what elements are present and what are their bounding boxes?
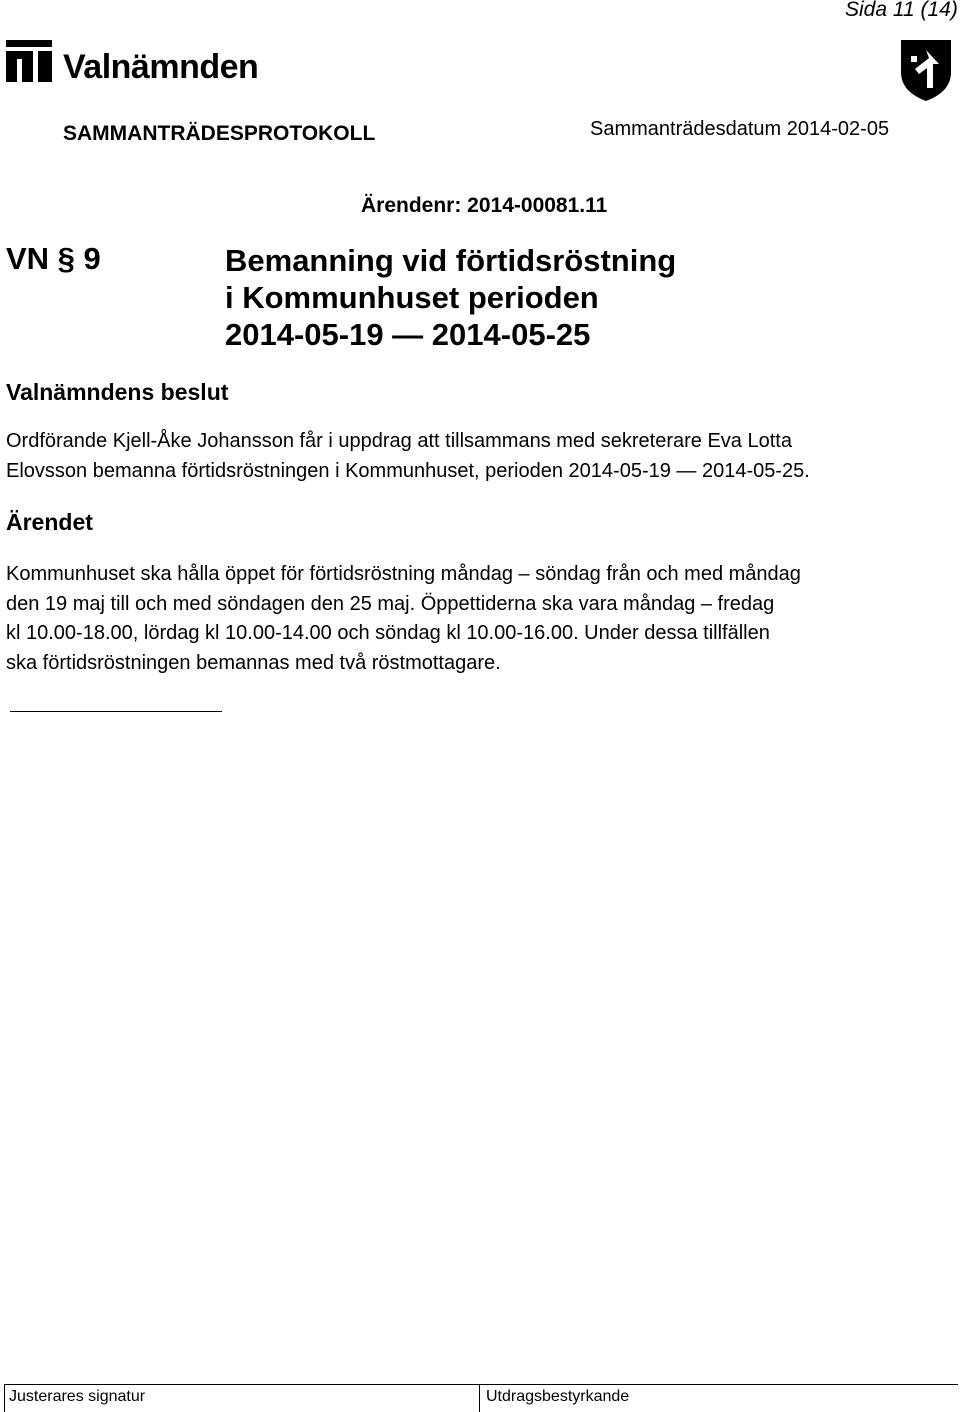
case-number: Ärendenr: 2014-00081.11 [361,194,608,217]
text-line: ska förtidsröstningen bemannas med två röstmottagare. [6,651,501,674]
section-end-rule [10,711,222,712]
text-line: Ordförande Kjell-Åke Johansson får i uppdrag att tillsammans med sekreterare Eva Lotta [6,430,792,452]
matter-heading: Ärendet [6,509,93,535]
decision-text [6,427,810,486]
text-line: kl 10.00-18.00, lördag kl 10.00-14.00 och söndag kl 10.00-16.00. Under dessa tillfällen [6,622,770,644]
item-title-line: Bemanning vid förtidsröstning [225,243,677,278]
decision-heading: Valnämndens beslut [6,379,229,405]
signature-field: Justerares signatur [4,1384,483,1412]
text-line: den 19 maj till och med söndagen den 25 maj. Öppettiderna ska vara måndag – fredag [6,592,775,615]
item-title-line: 2014-05-19 — 2014-05-25 [225,317,591,352]
item-title [225,242,676,353]
extract-certification-field: Utdragsbestyrkande [479,1384,960,1412]
page-number: Sida 11 (14) [845,0,958,21]
coat-of-arms-icon [899,38,953,102]
matter-text [6,560,801,678]
protocol-heading: SAMMANTRÄDESPROTOKOLL [63,122,376,145]
text-line: Kommunhuset ska hålla öppet för förtidsröstning måndag – söndag från och med måndag [6,563,801,585]
department-name: Valnämnden [63,48,259,86]
text-line: Elovsson bemanna förtidsröstningen i Kommunhuset, perioden 2014-05-19 — 2014-05-25. [6,459,810,482]
item-title-line: i Kommunhuset perioden [225,280,599,315]
meeting-date: Sammanträdesdatum 2014-02-05 [590,118,890,140]
section-number: VN § 9 [6,241,101,276]
municipality-logo-icon [6,40,52,82]
